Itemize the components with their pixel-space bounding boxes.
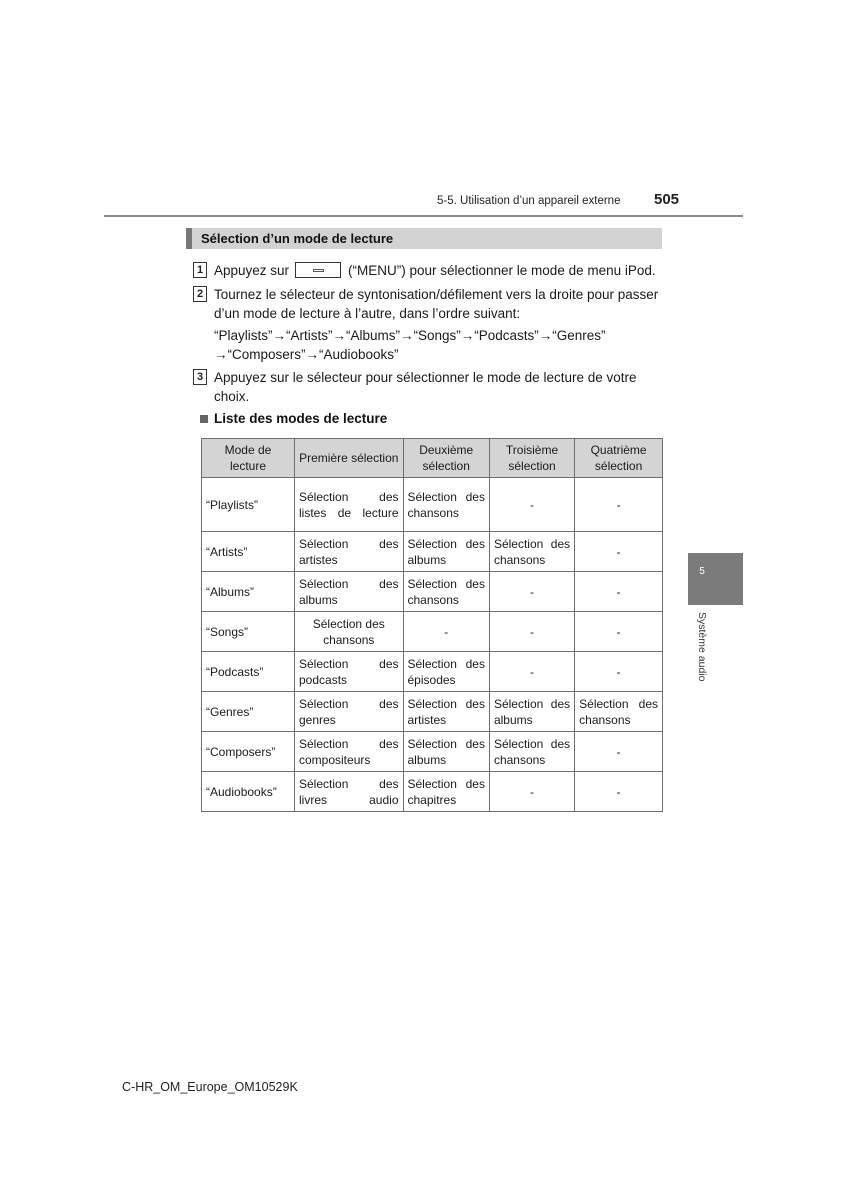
running-header-section: 5-5. Utilisation d’un appareil externe (437, 195, 621, 207)
table-cell: - (489, 478, 574, 532)
table-cell: Sélection des podcasts (295, 652, 404, 692)
section-title: Sélection d’un mode de lecture (201, 231, 394, 246)
table-cell: - (575, 652, 663, 692)
menu-button-icon (295, 262, 341, 278)
table-cell: - (489, 572, 574, 612)
column-header: Quatrième sélection (575, 439, 663, 478)
table-cell: Sélection des chapitres (403, 772, 489, 812)
table-cell: - (575, 572, 663, 612)
step-1-text-before: Appuyez sur (214, 263, 290, 278)
playback-modes-table (201, 438, 663, 812)
table-row (202, 652, 663, 692)
section-title-bar (186, 228, 662, 249)
table-cell: “Audiobooks” (202, 772, 295, 812)
step-3-line-1: Appuyez sur le sélecteur pour sélectionner le mode de lecture de votre (214, 370, 637, 385)
table-row (202, 692, 663, 732)
table-cell: “Songs” (202, 612, 295, 652)
table-cell: Sélection des listes de lecture (295, 478, 404, 532)
table-cell: Sélection des chansons (489, 532, 574, 572)
step-1-text-after: (“MENU”) pour sélectionner le mode de menu iPod. (348, 263, 656, 278)
column-header: Deuxième sélection (403, 439, 489, 478)
table-cell: Sélection des chansons (489, 732, 574, 772)
chapter-tab (688, 553, 743, 605)
table-cell: “Artists” (202, 532, 295, 572)
table-cell: - (575, 772, 663, 812)
step-2-sequence-line-1: “Playlists”→“Artists”→“Albums”→“Songs”→“Podcasts”→“Genres” (214, 328, 606, 343)
table-cell: - (489, 652, 574, 692)
table-cell: - (489, 772, 574, 812)
table-cell: “Playlists” (202, 478, 295, 532)
table-cell: Sélection des albums (403, 732, 489, 772)
table-cell: Sélection des chansons (403, 478, 489, 532)
step-number-1: 1 (193, 262, 207, 278)
table-cell: Sélection des genres (295, 692, 404, 732)
table-row (202, 478, 663, 532)
table-cell: - (575, 532, 663, 572)
table-row (202, 572, 663, 612)
step-number-3: 3 (193, 369, 207, 385)
table-row (202, 732, 663, 772)
table-cell: Sélection des chansons (575, 692, 663, 732)
table-header-row (202, 439, 663, 478)
step-3-line-2: choix. (214, 389, 250, 404)
table-cell: - (575, 478, 663, 532)
table-cell: - (403, 612, 489, 652)
table-cell: Sélection des albums (295, 572, 404, 612)
step-number-2: 2 (193, 286, 207, 302)
page-number: 505 (654, 191, 680, 208)
table-cell: - (489, 612, 574, 652)
table-cell: Sélection des compositeurs (295, 732, 404, 772)
table-row (202, 532, 663, 572)
table-cell: Sélection des livres audio (295, 772, 404, 812)
step-2-line-2: d’un mode de lecture à l’autre, dans l’ordre suivant: (214, 306, 521, 321)
table-cell: Sélection des épisodes (403, 652, 489, 692)
document-code: C-HR_OM_Europe_OM10529K (122, 1080, 298, 1094)
table-cell: “Podcasts” (202, 652, 295, 692)
column-header: Mode de lecture (202, 439, 295, 478)
step-2-line-1: Tournez le sélecteur de syntonisation/défilement vers la droite pour passer (214, 287, 659, 302)
table-cell: Sélection des chansons (295, 612, 404, 652)
column-header: Troisième sélection (489, 439, 574, 478)
chapter-tab-label: Système audio (696, 612, 708, 682)
list-heading: Liste des modes de lecture (214, 411, 388, 426)
table-cell: “Composers” (202, 732, 295, 772)
table-row (202, 612, 663, 652)
table-cell: “Genres” (202, 692, 295, 732)
table-row (202, 772, 663, 812)
table-cell: Sélection des artistes (295, 532, 404, 572)
header-divider (104, 215, 743, 217)
table-cell: - (575, 732, 663, 772)
square-bullet-icon (200, 415, 208, 423)
table-cell: “Albums” (202, 572, 295, 612)
column-header: Première sélection (295, 439, 404, 478)
table-cell: Sélection des albums (489, 692, 574, 732)
table-cell: Sélection des artistes (403, 692, 489, 732)
table-cell: - (575, 612, 663, 652)
chapter-tab-number: 5 (699, 566, 705, 577)
step-2-sequence-line-2: →“Composers”→“Audiobooks” (214, 347, 399, 362)
table-cell: Sélection des albums (403, 532, 489, 572)
table-cell: Sélection des chansons (403, 572, 489, 612)
